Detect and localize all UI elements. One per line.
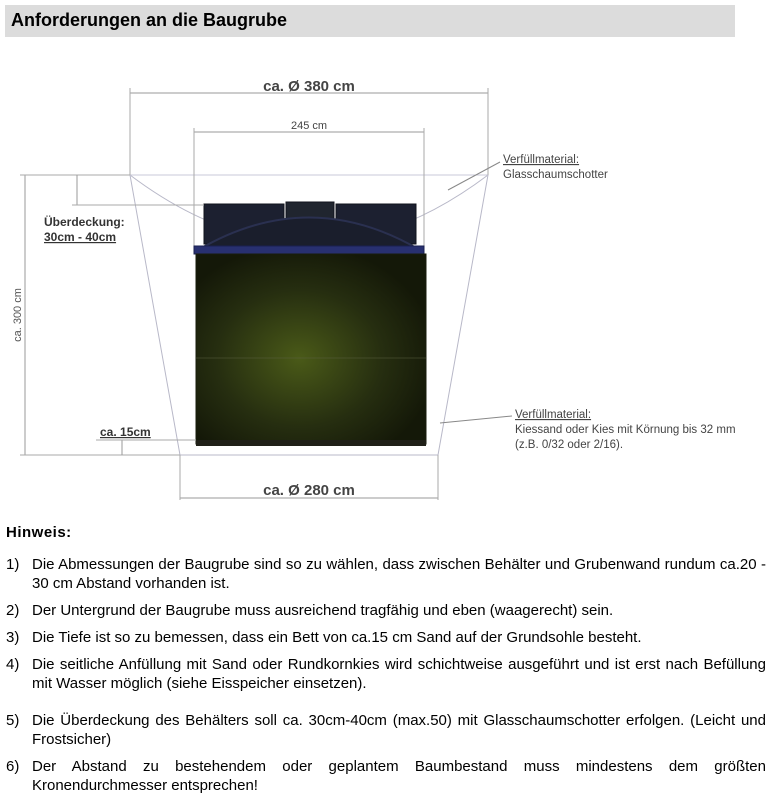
note-number: 4)	[6, 656, 20, 673]
cover-label-1: Überdeckung:	[44, 215, 125, 229]
fill-side-label: Verfüllmaterial:	[515, 409, 592, 421]
fill-side-material-1: Kiessand oder Kies mit Körnung bis 32 mm	[515, 424, 736, 436]
page-title: Anforderungen an die Baugrube	[11, 10, 288, 30]
height-label: ca. 300 cm	[12, 288, 24, 342]
note-text: Die seitliche Anfüllung mit Sand oder Rundkornkies wird schichtweise ausgeführt und ist erst nach Befüllung mit Wasser möglich (siehe Eisspeicher einsetzen).	[32, 656, 766, 692]
title-bar	[5, 5, 735, 37]
note-number: 1)	[6, 556, 20, 573]
notes-section	[6, 524, 766, 803]
note-item	[6, 601, 766, 620]
note-item	[6, 711, 766, 749]
note-item	[6, 655, 766, 693]
note-text: Der Abstand zu bestehendem oder geplantem Baumbestand muss mindestens dem größten Kronendurchmesser entsprechen!	[32, 758, 766, 794]
note-text: Der Untergrund der Baugrube muss ausreichend tragfähig und eben (waagerecht) sein.	[32, 602, 614, 619]
tank-base	[196, 440, 426, 446]
cover-label-2: 30cm - 40cm	[44, 230, 117, 244]
sand-bed-label: ca. 15cm	[100, 425, 151, 439]
top-diameter-label: ca. Ø 380 cm	[263, 78, 355, 95]
note-number: 3)	[6, 629, 20, 646]
note-item	[6, 628, 766, 647]
note-item	[6, 555, 766, 593]
fill-top-material: Glasschaumschotter	[503, 169, 608, 181]
excavation-diagram	[0, 40, 776, 510]
fill-top-label: Verfüllmaterial:	[503, 154, 580, 166]
note-number: 5)	[6, 712, 20, 729]
fill-side-material-2: (z.B. 0/32 oder 2/16).	[515, 439, 624, 451]
tank-width-label: 245 cm	[290, 120, 328, 132]
tank-body	[196, 254, 426, 444]
note-text: Die Tiefe ist so zu bemessen, dass ein Bett von ca.15 cm Sand auf der Grundsohle besteht.	[32, 629, 642, 646]
note-number: 2)	[6, 602, 20, 619]
note-text: Die Abmessungen der Baugrube sind so zu wählen, dass zwischen Behälter und Grubenwand rundum ca.20 - 30 cm Abstand vorhanden ist.	[32, 556, 766, 592]
note-text: Die Überdeckung des Behälters soll ca. 30cm-40cm (max.50) mit Glasschaumschotter erfolgen. (Leicht und Frostsicher)	[32, 712, 766, 748]
notes-heading: Hinweis:	[6, 524, 72, 541]
bottom-diameter-label: ca. Ø 280 cm	[263, 482, 355, 499]
tank-rim	[194, 246, 424, 254]
note-item	[6, 757, 766, 795]
note-number: 6)	[6, 758, 20, 775]
